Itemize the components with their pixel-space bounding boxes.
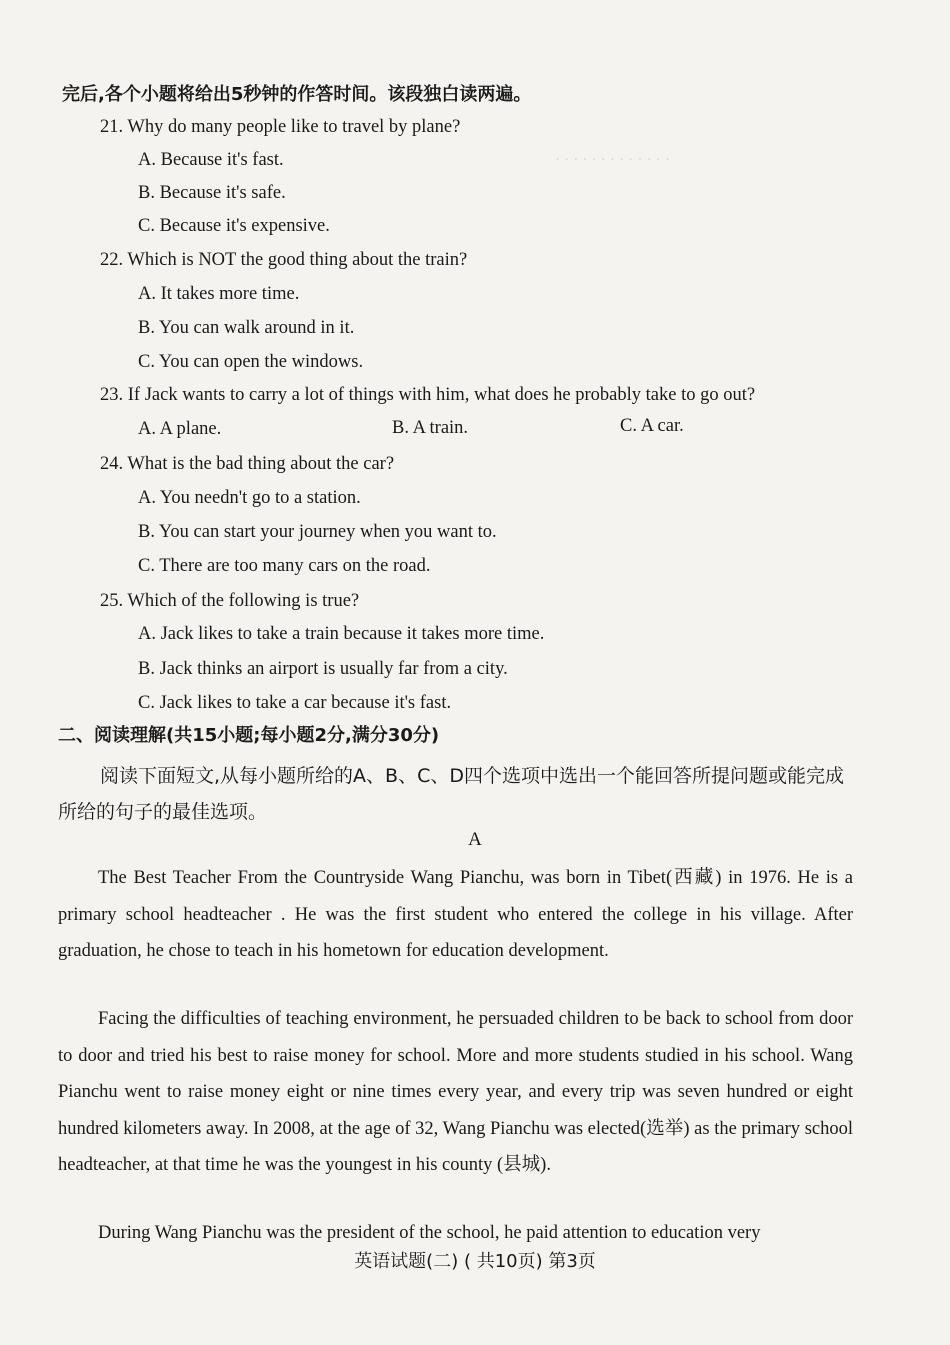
passage-label: A [468, 829, 482, 850]
q21-option-c: C. Because it's expensive. [138, 216, 330, 236]
q21-option-b: B. Because it's safe. [138, 183, 286, 203]
bleed-through-text: · · · · · · · · · · · · · [555, 150, 670, 167]
question-22: 22. Which is NOT the good thing about the train? [100, 250, 468, 270]
q21-option-a: A. Because it's fast. [138, 150, 284, 170]
passage-paragraph-1: The Best Teacher From the Countryside Wang Pianchu, was born in Tibet(西藏) in 1976. He is a primary school headteacher . He was the first student who entered the college in his village. After graduation, he chose to teach in his hometown for education development. [58, 868, 853, 961]
q22-option-c: C. You can open the windows. [138, 352, 364, 372]
q22-option-a: A. It takes more time. [138, 284, 300, 304]
q25-option-b: B. Jack thinks an airport is usually far from a city. [138, 659, 508, 679]
intro-tail: 完后,各个小题将给出5秒钟的作答时间。该段独白读两遍。 [62, 84, 532, 105]
q25-option-c: C. Jack likes to take a car because it's fast. [138, 693, 452, 713]
q24-option-a: A. You needn't go to a station. [138, 488, 361, 508]
passage-paragraph-2: Facing the difficulties of teaching environment, he persuaded children to be back to school from door to door and tried his best to raise money for school. More and more students studied in his school. Wang Pianchu went to raise money eight or nine times every year, and every trip was seven hundred or eight hundred kilometers away. In 2008, at the age of 32, Wang Pianchu was elected(选举) as the primary school headteacher, at that time he was the youngest in his county (县城). [58, 1009, 853, 1175]
q22-option-b: B. You can walk around in it. [138, 318, 355, 338]
q24-option-c: C. There are too many cars on the road. [138, 556, 431, 576]
question-24: 24. What is the bad thing about the car? [100, 454, 395, 474]
section-2-heading: 二、阅读理解(共15小题;每小题2分,满分30分) [58, 725, 440, 746]
q25-option-a: A. Jack likes to take a train because it takes more time. [138, 624, 545, 644]
page-footer: 英语试题(二) ( 共10页) 第3页 [354, 1251, 596, 1272]
question-25: 25. Which of the following is true? [100, 591, 360, 611]
q23-option-a: A. A plane. [138, 419, 222, 439]
q24-option-b: B. You can start your journey when you want to. [138, 522, 497, 542]
section-2-instruction: 阅读下面短文,从每小题所给的A、B、C、D四个选项中选出一个能回答所提问题或能完成所给的句子的最佳选项。 [58, 765, 844, 823]
q23-option-c: C. A car. [620, 416, 684, 436]
passage-paragraph-3: During Wang Pianchu was the president of the school, he paid attention to education very [98, 1223, 761, 1243]
q23-option-b: B. A train. [392, 418, 469, 438]
question-21: 21. Why do many people like to travel by plane? [100, 117, 461, 137]
question-23: 23. If Jack wants to carry a lot of things with him, what does he probably take to go out? [100, 385, 756, 405]
